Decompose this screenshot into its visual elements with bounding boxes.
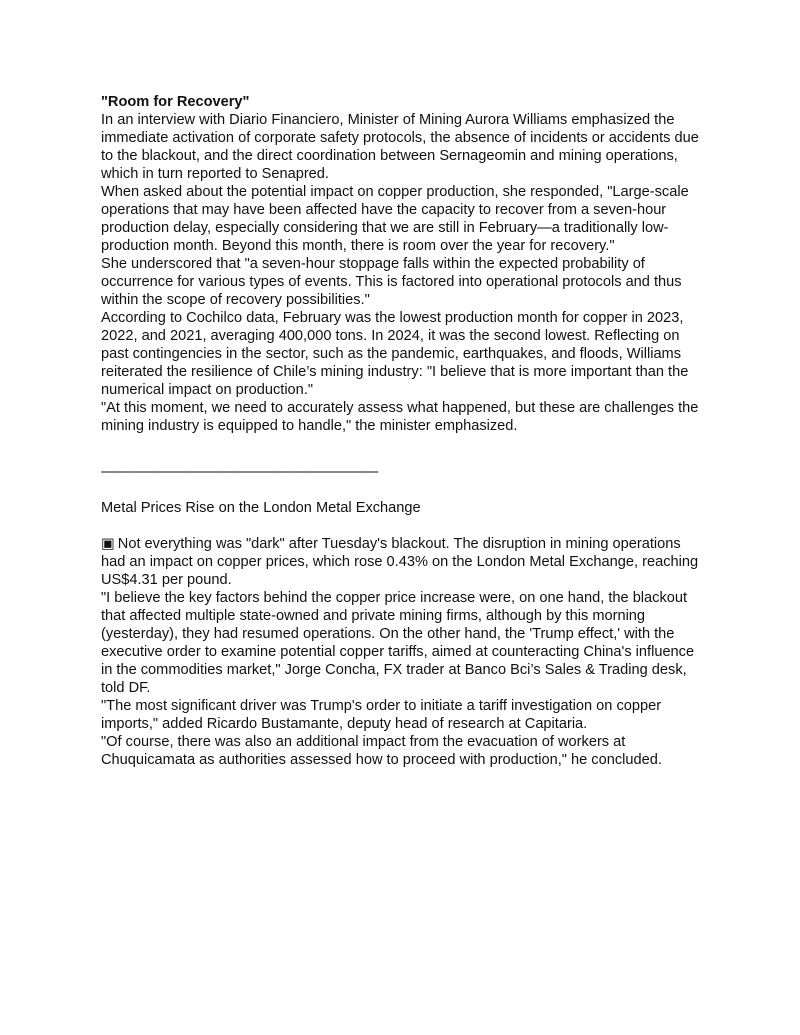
paragraph: In an interview with Diario Financiero, Minister of Mining Aurora Williams emphasized the immediate activation of corporate safety protocols, the absence of incidents or accidents due to the blackout, and the direct coordination between Sernageomin and mining operations, which in turn reported to Senapred. — [101, 112, 699, 182]
section-title-metal-prices: Metal Prices Rise on the London Metal Exchange — [101, 500, 421, 516]
spacer — [101, 435, 701, 453]
section-heading-room-for-recovery: "Room for Recovery" — [101, 94, 250, 110]
square-bullet-icon: ▣ — [101, 536, 115, 552]
document-page — [101, 93, 701, 769]
paragraph: "At this moment, we need to accurately assess what happened, but these are challenges the mining industry is equipped to handle," the minister emphasized. — [101, 400, 699, 434]
paragraph: "Of course, there was also an additional impact from the evacuation of workers at Chuquicamata as authorities assessed how to proceed with production," he concluded. — [101, 734, 662, 768]
lead-text: Not everything was "dark" after Tuesday's blackout. The disruption in mining operations had an impact on copper prices, which rose 0.43% on the London Metal Exchange, reaching US$4.31 per pound. — [101, 536, 699, 588]
section-divider: ——————————————————— — [101, 464, 379, 480]
paragraph: "The most significant driver was Trump's order to initiate a tariff investigation on copper imports," added Ricardo Bustamante, deputy head of research at Capitaria. — [101, 698, 662, 732]
paragraph: According to Cochilco data, February was the lowest production month for copper in 2023, 2022, and 2021, averaging 400,000 tons. In 2024, it was the second lowest. Reflecting on past contingencies in the sector, such as the pandemic, earthquakes, and floods, Williams reiterated the resilience of Chile’s mining industry: "I believe that is more important than the numerical impact on production." — [101, 310, 689, 398]
lead-paragraph — [101, 535, 701, 589]
paragraph: "I believe the key factors behind the copper price increase were, on one hand, the blackout that affected multiple state-owned and private mining firms, although by this morning (yesterday), they had resumed operations. On the other hand, the 'Trump effect,' with the executive order to examine potential copper tariffs, aimed at counteracting China's influence in the commodities market," Jorge Concha, FX trader at Banco Bci’s Sales & Trading desk, told DF. — [101, 590, 695, 696]
spacer — [101, 517, 701, 535]
paragraph: When asked about the potential impact on copper production, she responded, "Large-scale operations that may have been affected have the capacity to recover from a seven-hour production delay, especially considering that we are still in February—a traditionally low-production month. Beyond this month, there is room over the year for recovery." — [101, 184, 689, 254]
spacer — [101, 481, 701, 499]
paragraph: She underscored that "a seven-hour stoppage falls within the expected probability of occurrence for various types of events. This is factored into operational protocols and thus within the scope of recovery possibilities." — [101, 256, 682, 308]
